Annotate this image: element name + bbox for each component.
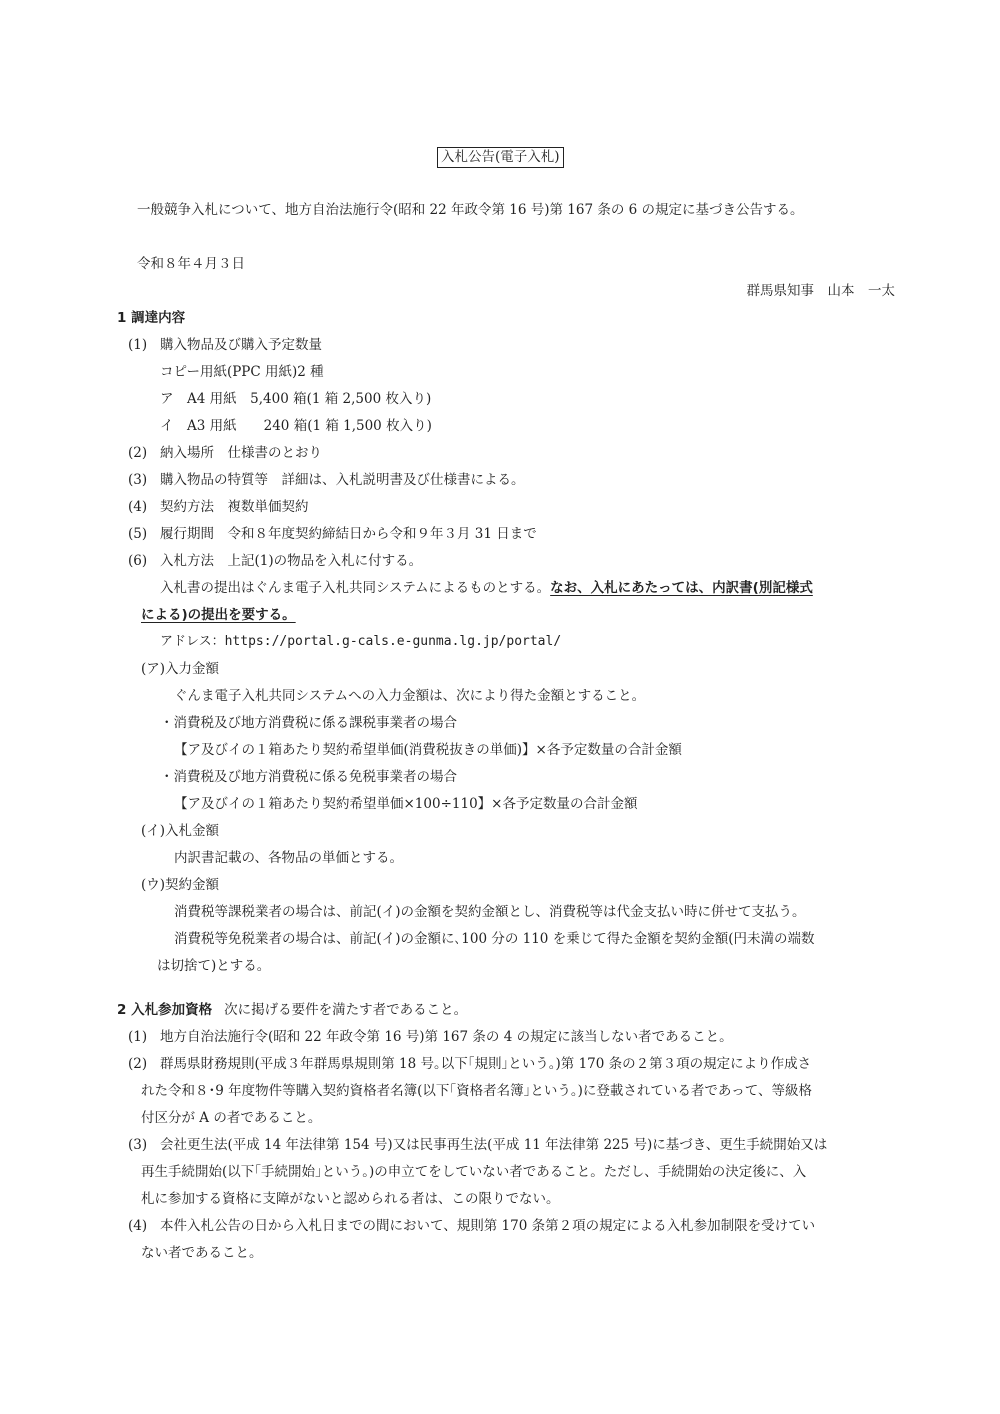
issuer-name: 群馬県知事 山本 一太 (746, 283, 895, 299)
section-2-heading: 2 入札参加資格 (117, 1002, 213, 1018)
section-2-heading-rest: 次に掲げる要件を満たす者であること。 (224, 1002, 468, 1018)
sub-u-body-1: 消費税等課税業者の場合は、前記(イ)の金額を契約金額とし、消費税等は代金支払い時に併せて支払う。 (174, 904, 806, 920)
item-1-a3-line: イ A3 用紙 240 箱(1 箱 1,500 枚入り) (160, 418, 432, 434)
item-4-label: (4) (128, 499, 148, 515)
qual-1-text: 地方自治法施行令(昭和 22 年政令第 16 号)第 167 条の 4 の規定に該当しない者であること。 (160, 1029, 733, 1045)
item-1-text: 購入物品及び購入予定数量 (160, 337, 322, 353)
intro-text: 一般競争入札について、地方自治法施行令(昭和 22 年政令第 16 号)第 167 条の 6 の規定に基づき公告する。 (137, 202, 804, 218)
item-6-label: (6) (128, 553, 148, 569)
item-2-label: (2) (128, 445, 148, 461)
item-5-label: (5) (128, 526, 148, 542)
qual-2-text-3: 付区分が A の者であること。 (141, 1110, 322, 1126)
item-3-label: (3) (128, 472, 148, 488)
item-5-text: 履行期間 令和８年度契約締結日から令和９年３月 31 日まで (160, 526, 537, 542)
qual-2-text-1: 群馬県財務規則(平成３年群馬県規則第 18 号｡以下｢規則｣という｡)第 170 条の２第３項の規定により作成さ (160, 1056, 812, 1072)
item-1-label: (1) (128, 337, 148, 353)
item-6-body-plain: 入札書の提出はぐんま電子入札共同システムによるものとする。 (160, 580, 551, 596)
item-6-body-emphasis: なお、入札にあたっては、内訳書(別記様式 (550, 580, 813, 596)
sub-a-formula-1: 【ア及びイの１箱あたり契約希望単価(消費税抜きの単価)】×各予定数量の合計金額 (174, 742, 682, 758)
qual-2-text-2: れた令和８･9 年度物件等購入契約資格者名簿(以下｢資格者名簿｣という｡)に登載されている者であって、等級格 (141, 1083, 813, 1099)
item-2-text: 納入場所 仕様書のとおり (160, 445, 322, 461)
item-6-body (160, 575, 813, 601)
item-1-sub: コピー用紙(PPC 用紙)2 種 (160, 364, 324, 380)
sub-i-heading: (イ)入札金額 (141, 823, 220, 839)
qual-3-text-1: 会社更生法(平成 14 年法律第 154 号)又は民事再生法(平成 11 年法律第 225 号)に基づき、更生手続開始又は (160, 1137, 828, 1153)
item-6-body-emphasis-cont: による)の提出を要する。 (141, 607, 296, 623)
notice-date: 令和８年４月３日 (137, 256, 245, 272)
sub-u-heading: (ウ)契約金額 (141, 877, 220, 893)
portal-address: アドレス：https://portal.g-cals.e-gunma.lg.jp/portal/ (160, 634, 562, 649)
qual-2-label: (2) (128, 1056, 148, 1072)
qual-3-text-2: 再生手続開始(以下｢手続開始｣という｡)の申立てをしていない者であること。ただし、手続開始の決定後に、入 (141, 1164, 807, 1180)
qual-4-text-1: 本件入札公告の日から入札日までの間において、規則第 170 条第２項の規定による入札参加制限を受けてい (160, 1218, 816, 1234)
section-2-heading-line (117, 997, 467, 1023)
sub-a-bullet-1: ・消費税及び地方消費税に係る課税事業者の場合 (160, 715, 457, 731)
qual-4-label: (4) (128, 1218, 148, 1234)
sub-a-bullet-2: ・消費税及び地方消費税に係る免税事業者の場合 (160, 769, 457, 785)
sub-u-body-2-cont: は切捨て)とする。 (157, 958, 271, 974)
qual-3-text-3: 札に参加する資格に支障がないと認められる者は、この限りでない。 (141, 1191, 560, 1207)
section-1-heading: 1 調達内容 (117, 310, 186, 326)
sub-a-heading: (ア)入力金額 (141, 661, 220, 677)
sub-i-body: 内訳書記載の、各物品の単価とする。 (174, 850, 403, 866)
item-1-a4-line: ア A4 用紙 5,400 箱(1 箱 2,500 枚入り) (160, 391, 432, 407)
item-6-text: 入札方法 上記(1)の物品を入札に付する。 (160, 553, 423, 569)
sub-a-body: ぐんま電子入札共同システムへの入力金額は、次により得た金額とすること。 (174, 688, 646, 704)
item-4-text: 契約方法 複数単価契約 (160, 499, 309, 515)
sub-a-formula-2: 【ア及びイの１箱あたり契約希望単価×100÷110】×各予定数量の合計金額 (174, 796, 638, 812)
notice-title: 入札公告(電子入札) (437, 147, 564, 168)
qual-1-label: (1) (128, 1029, 148, 1045)
qual-4-text-2: ない者であること。 (141, 1245, 263, 1261)
item-3-text: 購入物品の特質等 詳細は、入札説明書及び仕様書による。 (160, 472, 525, 488)
sub-u-body-2: 消費税等免税業者の場合は、前記(イ)の金額に､100 分の 110 を乗じて得た金額を契約金額(円未満の端数 (174, 931, 815, 947)
qual-3-label: (3) (128, 1137, 148, 1153)
